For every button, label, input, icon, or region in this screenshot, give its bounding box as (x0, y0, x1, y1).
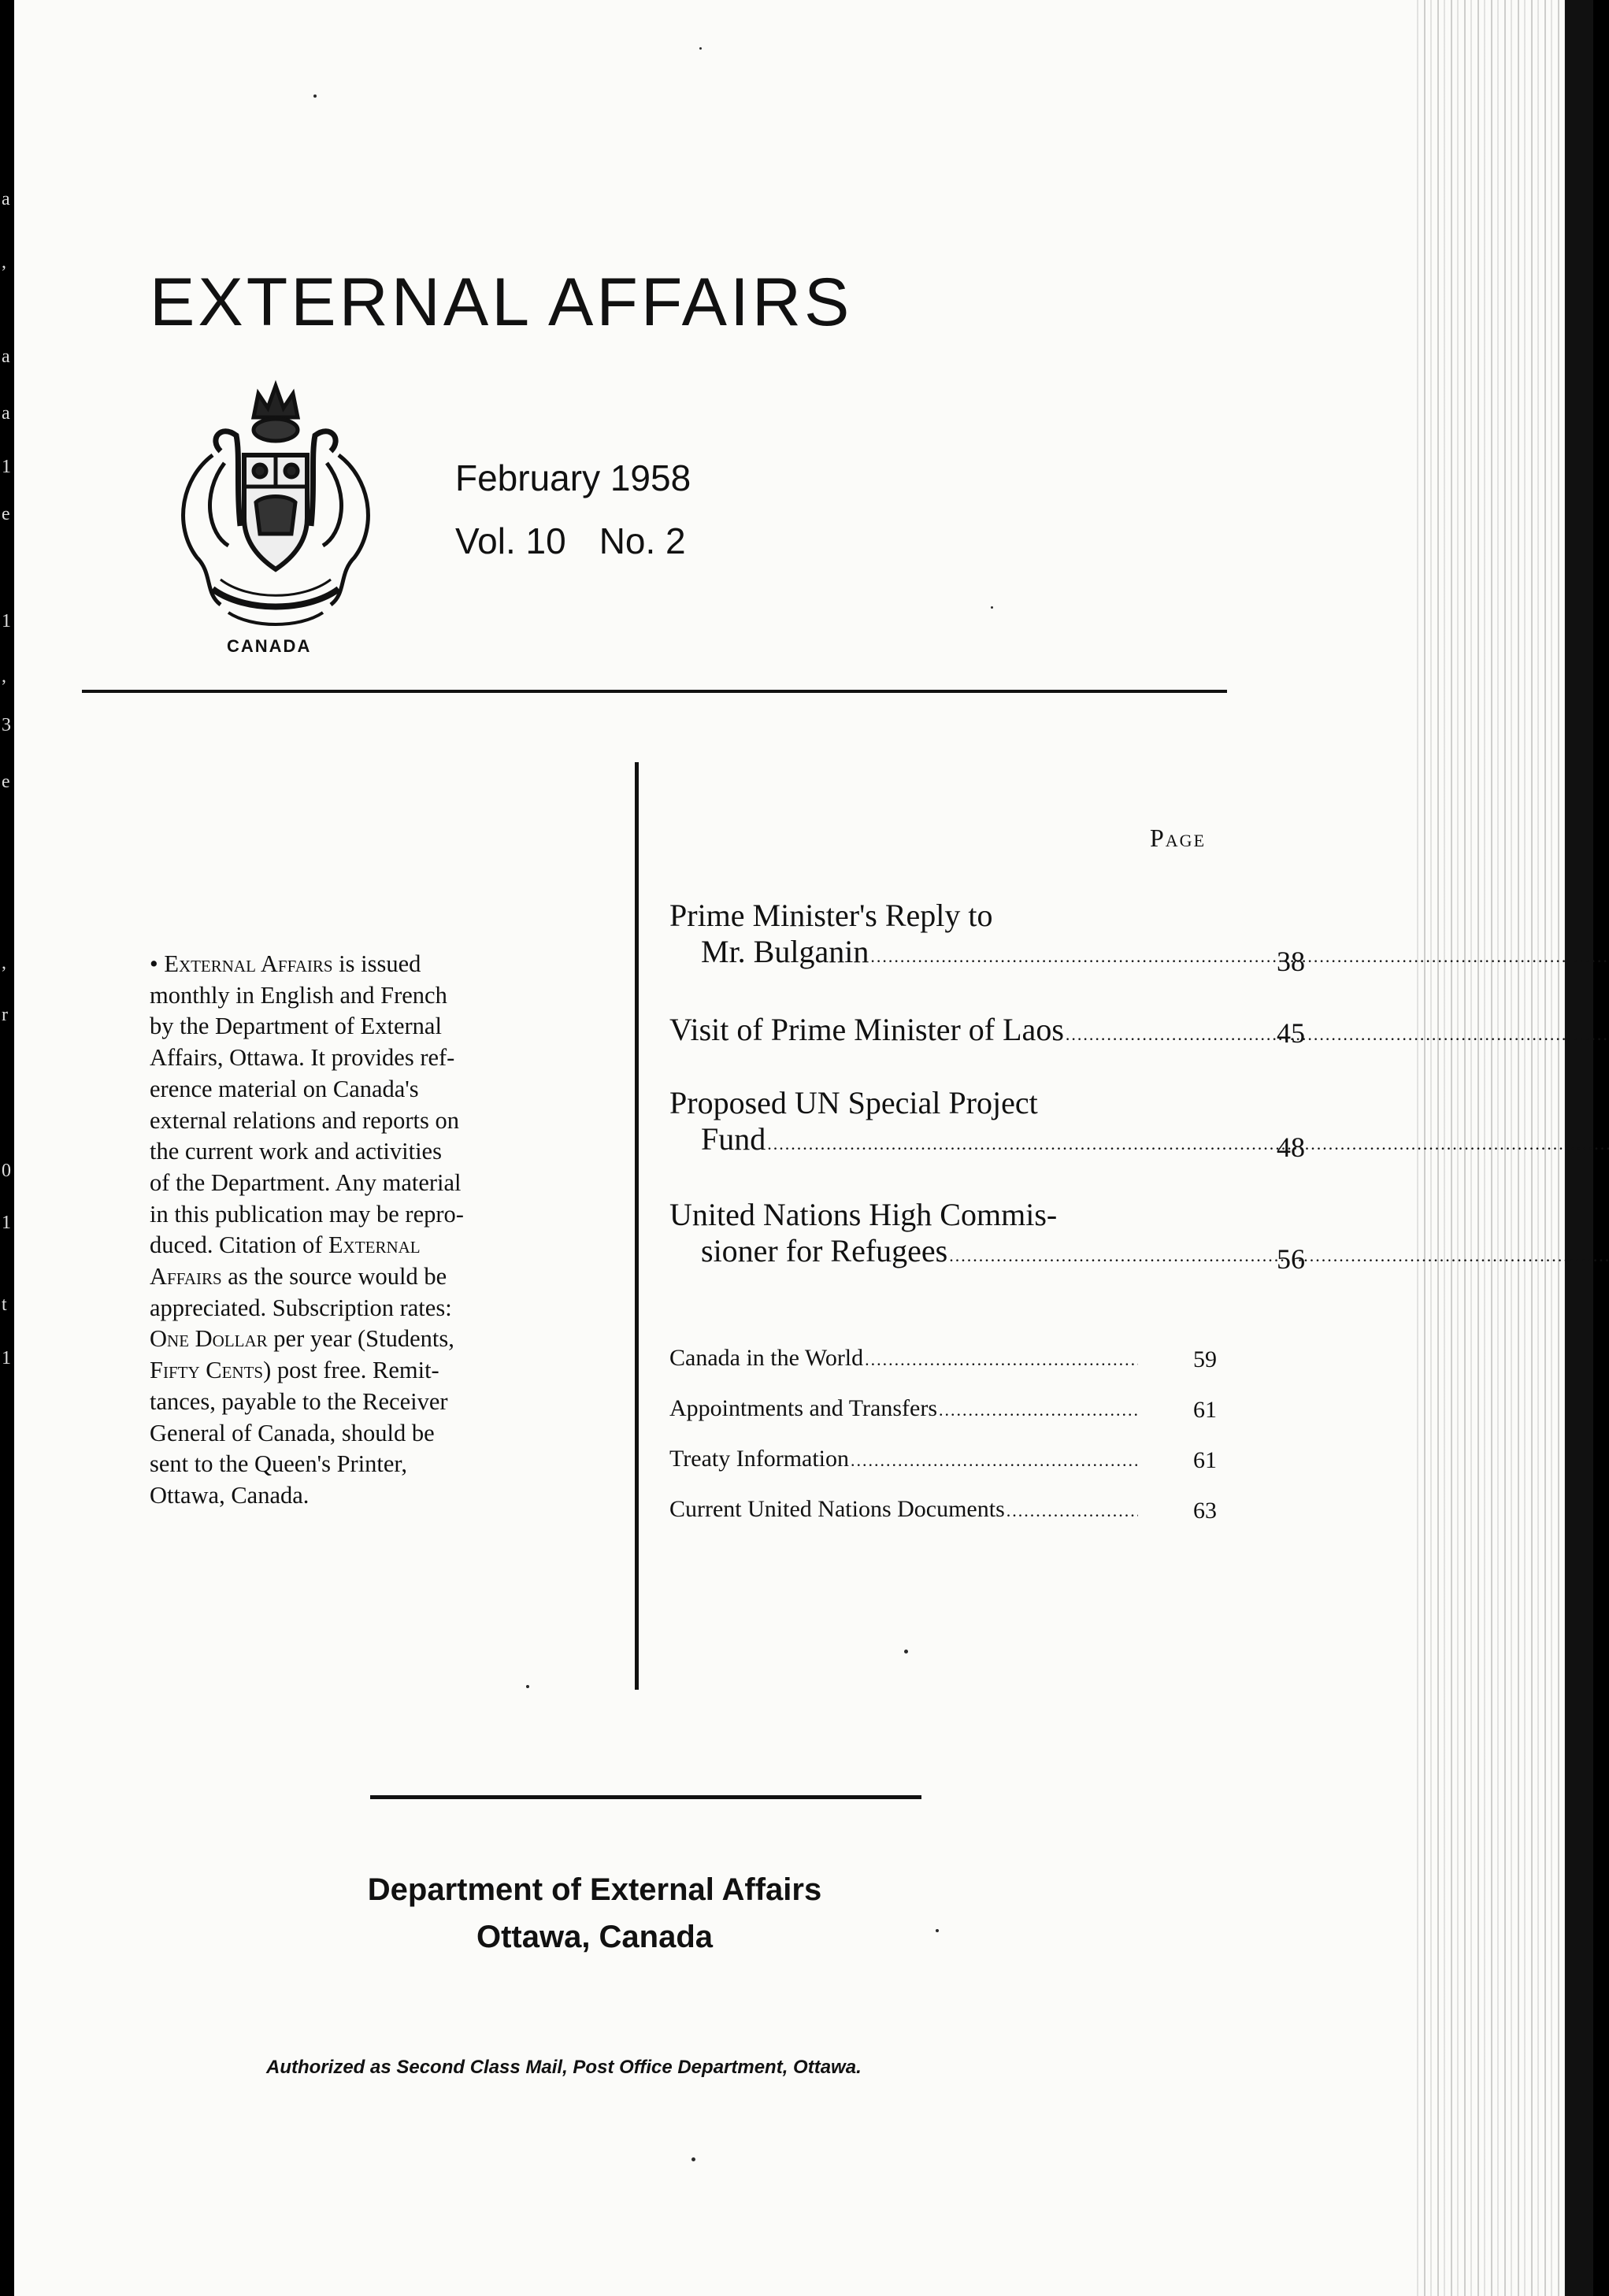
toc-entry-title: Proposed UN Special Project (669, 1085, 1038, 1120)
notice-line: the current work and activities (150, 1138, 442, 1165)
scan-speck (691, 2157, 695, 2161)
toc-entry-continuation (669, 1121, 1233, 1162)
toc-page-header: Page (1150, 824, 1207, 852)
toc-minor-title: Canada in the World (669, 1345, 864, 1371)
toc-entry-title-cont: Fund (701, 1121, 766, 1157)
scan-speck (991, 606, 993, 609)
scan-speck (699, 47, 702, 50)
notice-line: of the Department. Any material (150, 1168, 462, 1196)
toc-minor-page: 63 (1193, 1498, 1217, 1524)
notice-line: duced. Citation of External (150, 1231, 421, 1259)
toc-entry[interactable] (669, 1012, 1305, 1053)
issue-date: February 1958 (455, 457, 691, 498)
toc-entry[interactable] (669, 1085, 1305, 1163)
toc-entry-title: Visit of Prime Minister of Laos (669, 1012, 1064, 1047)
toc-leader-dots (851, 1450, 1138, 1471)
notice-line: by the Department of External (150, 1013, 442, 1040)
toc-minor-title: Treaty Information (669, 1446, 850, 1472)
toc-minor-page: 61 (1193, 1447, 1217, 1473)
notice-price: One Dollar (150, 1325, 268, 1353)
toc-minor-title: Current United Nations Documents (669, 1496, 1005, 1522)
volume-label: Vol. 10 (455, 520, 566, 561)
notice-line: monthly in English and French (150, 981, 447, 1009)
postal-authorization: Authorized as Second Class Mail, Post Office Department, Ottawa. (266, 2057, 862, 2078)
footer-rule (370, 1795, 921, 1799)
notice-ea-2: External (328, 1231, 421, 1259)
toc-entry[interactable] (669, 898, 1305, 977)
masthead-rule (82, 690, 1227, 693)
column-divider (635, 762, 639, 1690)
toc-entry-page: 56 (1277, 1243, 1305, 1275)
scan-speck (313, 94, 317, 98)
notice-line: Fifty Cents) post free. Remit- (150, 1357, 439, 1384)
toc-entry-title-cont: Mr. Bulganin (701, 934, 869, 969)
scan-speck (526, 1685, 529, 1688)
number-label: No. 2 (599, 520, 686, 561)
notice-line: external relations and reports on (150, 1106, 459, 1134)
toc-minor-page: 61 (1193, 1397, 1217, 1423)
toc-minor-page: 59 (1193, 1346, 1217, 1372)
toc-leader-dots (1007, 1501, 1138, 1521)
notice-line: General of Canada, should be (150, 1419, 435, 1446)
notice-student-price: Fifty Cents (150, 1357, 264, 1384)
toc-minor-entry[interactable] (669, 1446, 1217, 1473)
toc-entry-row (669, 1012, 1233, 1053)
toc-leader-dots (865, 1350, 1138, 1370)
notice-line: sent to the Queen's Printer, (150, 1450, 407, 1478)
notice-line: Affairs, Ottawa. It provides ref- (150, 1044, 455, 1072)
notice-line: Ottawa, Canada. (150, 1481, 310, 1509)
publication-notice (150, 949, 559, 1512)
notice-line: • External Affairs is issued (150, 950, 421, 977)
toc-entry-title-cont: sioner for Refugees (701, 1233, 948, 1268)
toc-entry-page: 38 (1277, 946, 1305, 977)
toc-leader-dots (1066, 1024, 1609, 1044)
notice-line: One Dollar per year (Students, (150, 1325, 454, 1353)
toc-leader-dots (939, 1400, 1138, 1420)
notice-line: tances, payable to the Receiver (150, 1387, 448, 1415)
toc-entry-title: Prime Minister's Reply to (669, 898, 993, 933)
publication-title: EXTERNAL AFFAIRS (150, 265, 853, 340)
notice-line: erence material on Canada's (150, 1075, 419, 1102)
toc-leader-dots (767, 1134, 1609, 1154)
notice-ea-3: Affairs (150, 1263, 222, 1291)
coat-of-arms-icon (165, 376, 386, 632)
toc-entry[interactable] (669, 1197, 1305, 1275)
notice-line: in this publication may be repro- (150, 1200, 464, 1228)
department-city: Ottawa, Canada (476, 1920, 714, 1954)
scan-left-edge: a , a a 1 e 1 , 3 e , r 0 1 t 1 (2, 189, 11, 1368)
toc-entry-title: United Nations High Commis- (669, 1197, 1058, 1232)
toc-minor-title: Appointments and Transfers (669, 1395, 937, 1421)
toc-minor-entry[interactable] (669, 1496, 1217, 1524)
issue-volume-number (455, 520, 686, 562)
notice-ea-1: External Affairs (164, 950, 333, 977)
scan-speck (904, 1650, 908, 1653)
crest-caption: CANADA (227, 636, 312, 656)
toc-minor-entry[interactable] (669, 1395, 1217, 1423)
toc-entry-page: 48 (1277, 1131, 1305, 1163)
notice-line: Affairs as the source would be (150, 1263, 447, 1291)
toc-leader-dots (870, 946, 1609, 966)
toc-entry-page: 45 (1277, 1017, 1305, 1049)
department-name: Department of External Affairs (367, 1872, 822, 1907)
toc-entry-continuation (669, 934, 1233, 975)
notice-line: appreciated. Subscription rates: (150, 1294, 452, 1321)
toc-entry-continuation (669, 1233, 1233, 1274)
toc-minor-entry[interactable] (669, 1345, 1217, 1372)
